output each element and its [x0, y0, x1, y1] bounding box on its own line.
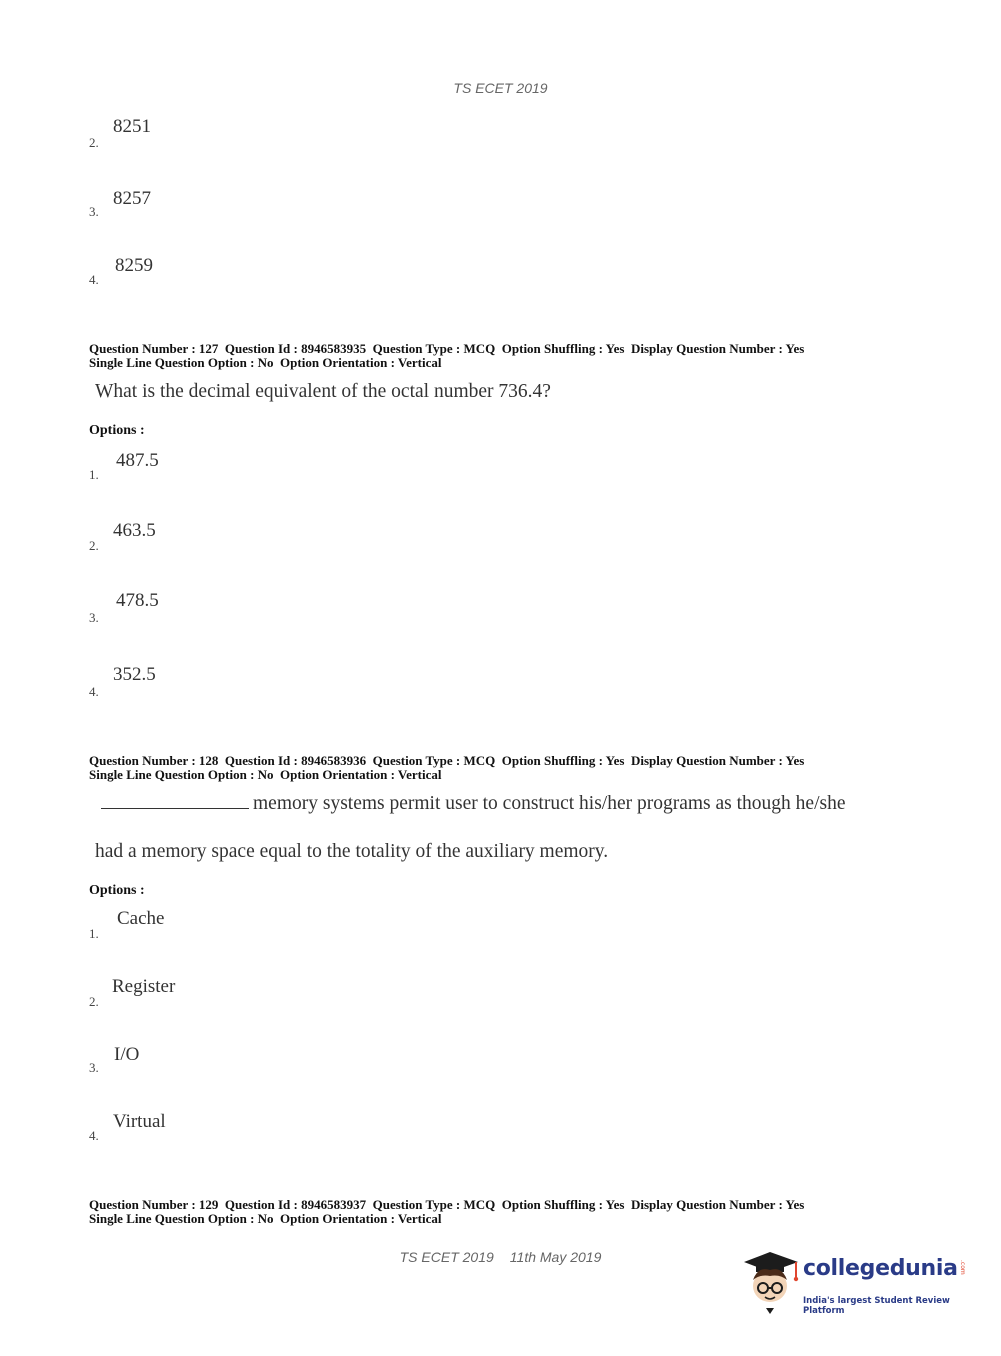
prev-option-2-number: 2.: [89, 135, 99, 150]
prev-option-2-value: 8251: [113, 116, 151, 137]
q128-question-text-line-2: had a memory space equal to the totality of the auxiliary memory.: [95, 841, 609, 862]
logo-wordmark: collegedunia: [803, 1256, 958, 1281]
logo-dotcom: .com: [959, 1260, 966, 1275]
prev-option-4-value: 8259: [115, 255, 153, 276]
page-header-title: TS ECET 2019: [453, 80, 548, 96]
q127-option-2-value: 463.5: [113, 520, 156, 541]
q127-option-4-number: 4.: [89, 684, 99, 699]
q127-options-label: Options :: [89, 423, 145, 438]
q128-options-label: Options :: [89, 883, 145, 898]
q128-option-2-value: Register: [112, 976, 176, 997]
q127-option-1-value: 487.5: [116, 450, 159, 471]
prev-option-3-number: 3.: [89, 204, 99, 219]
q127-option-3-value: 478.5: [116, 590, 159, 611]
collegedunia-logo[interactable]: [740, 1248, 970, 1316]
logo-tagline: India's largest Student Review Platform: [803, 1296, 950, 1316]
q127-option-3-number: 3.: [89, 610, 99, 625]
q129-meta-line-1: Question Number : 129 Question Id : 8946583937 Question Type : MCQ Option Shuffling : Yes Display Question Number : Yes: [89, 1197, 805, 1212]
q127-question-text: What is the decimal equivalent of the octal number 736.4?: [95, 381, 551, 402]
q127-option-2-number: 2.: [89, 538, 99, 553]
q127-meta-line-2: Single Line Question Option : No Option Orientation : Vertical: [89, 355, 442, 370]
q128-option-4-number: 4.: [89, 1128, 99, 1143]
q127-meta-line-1: Question Number : 127 Question Id : 8946583935 Question Type : MCQ Option Shuffling : Yes Display Question Number : Yes: [89, 341, 805, 356]
q129-meta-line-2: Single Line Question Option : No Option Orientation : Vertical: [89, 1211, 442, 1226]
footer-date: 11th May 2019: [509, 1249, 602, 1265]
prev-option-4-number: 4.: [89, 272, 99, 287]
mascot-icon: [740, 1248, 802, 1316]
q128-option-2-number: 2.: [89, 994, 99, 1009]
q128-option-4-value: Virtual: [113, 1111, 166, 1132]
footer-exam: TS ECET 2019: [399, 1249, 494, 1265]
q128-option-1-number: 1.: [89, 926, 99, 941]
q128-option-3-value: I/O: [114, 1044, 140, 1065]
prev-option-3-value: 8257: [113, 188, 151, 209]
q128-question-text-line-1-content: memory systems permit user to construct his/her programs as though he/she: [253, 793, 846, 814]
q128-option-3-number: 3.: [89, 1060, 99, 1075]
q128-meta-line-1: Question Number : 128 Question Id : 8946583936 Question Type : MCQ Option Shuffling : Yes Display Question Number : Yes: [89, 753, 805, 768]
q128-option-1-value: Cache: [117, 908, 165, 929]
q128-meta-line-2: Single Line Question Option : No Option Orientation : Vertical: [89, 767, 442, 782]
q128-question-text-line-1: [101, 793, 845, 815]
answer-blank: [101, 794, 249, 809]
q127-option-1-number: 1.: [89, 467, 99, 482]
q127-option-4-value: 352.5: [113, 664, 156, 685]
